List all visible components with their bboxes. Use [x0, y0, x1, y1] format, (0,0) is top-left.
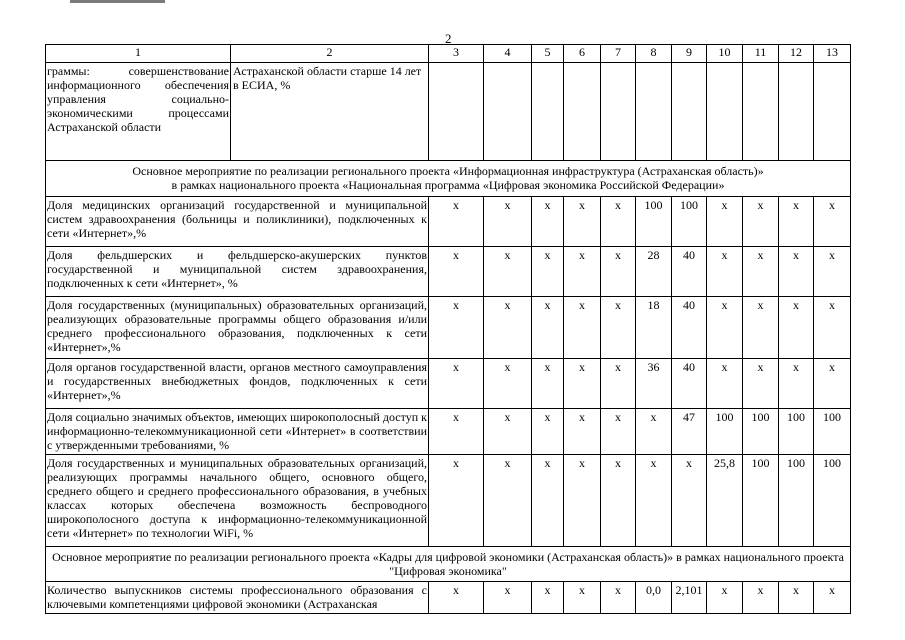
table-row [46, 197, 851, 247]
page-number: 2 [445, 31, 452, 46]
indicator-value: 100 [814, 455, 851, 547]
indicator-value: x [564, 582, 601, 614]
indicator-value: 100 [743, 409, 779, 455]
indicator-value: x [814, 197, 851, 247]
indicator-value: 36 [636, 359, 672, 409]
indicator-value: x [814, 247, 851, 297]
indicator-label: Доля органов государственной власти, органов местного самоуправления и государственных внебюджетных фондов, подключенных к сети «Интернет»,% [46, 359, 429, 409]
indicator-label: Доля государственных и муниципальных образовательных организаций, реализующих программы начального общего, основного общего, среднего общего и среднего профессионального образования, в учебных классах которых обеспечена возможность беспроводного широкополосного доступа к информационно-телекоммуникационной сети «Интернет» по технологии WiFi, % [46, 455, 429, 547]
table-row [46, 455, 851, 547]
cell-col2: Астраханской области старше 14 лет в ЕСИА, % [231, 63, 429, 161]
indicator-value: 100 [814, 409, 851, 455]
empty-cell [636, 63, 672, 161]
section-heading-line: Основное мероприятие по реализации регионального проекта «Информационная инфраструктура (Астраханская область)» [132, 164, 764, 178]
indicator-value: x [564, 409, 601, 455]
indicator-value: x [429, 359, 484, 409]
indicator-value: x [707, 359, 743, 409]
indicator-value: 100 [779, 455, 814, 547]
indicator-value: x [743, 582, 779, 614]
indicator-value: x [564, 455, 601, 547]
indicator-value: 25,8 [707, 455, 743, 547]
indicator-value: x [601, 455, 636, 547]
indicator-value: x [564, 247, 601, 297]
empty-cell [564, 63, 601, 161]
indicator-value: 100 [743, 455, 779, 547]
indicator-value: x [601, 197, 636, 247]
section-heading [46, 161, 851, 197]
indicator-value: x [743, 359, 779, 409]
indicator-value: x [564, 297, 601, 359]
column-header: 8 [636, 45, 672, 63]
indicator-value: 100 [636, 197, 672, 247]
empty-cell [779, 63, 814, 161]
indicator-value: x [484, 582, 532, 614]
indicator-value: x [814, 582, 851, 614]
column-header: 5 [532, 45, 564, 63]
scan-artifact-mark [70, 0, 165, 3]
indicator-value: 28 [636, 247, 672, 297]
indicator-value: x [484, 297, 532, 359]
table-row [46, 409, 851, 455]
table-row [46, 63, 851, 161]
table-row [46, 247, 851, 297]
indicator-value: x [532, 359, 564, 409]
indicator-value: x [484, 409, 532, 455]
indicator-value: x [532, 582, 564, 614]
empty-cell [814, 63, 851, 161]
indicator-value: x [484, 197, 532, 247]
indicator-value: x [484, 455, 532, 547]
indicator-value: x [707, 582, 743, 614]
indicator-label: Доля фельдшерских и фельдшерско-акушерских пунктов государственной и муниципальной систем здравоохранения, подключенных к сети «Интернет», % [46, 247, 429, 297]
indicator-value: 100 [672, 197, 707, 247]
indicator-value: x [779, 247, 814, 297]
section-row [46, 161, 851, 197]
indicator-value: x [429, 409, 484, 455]
header-row [46, 45, 851, 63]
indicator-value: x [814, 359, 851, 409]
indicator-value: x [601, 297, 636, 359]
empty-cell [429, 63, 484, 161]
indicator-label: Количество выпускников системы профессионального образования с ключевыми компетенциями цифровой экономики (Астраханская [46, 582, 429, 614]
indicator-value: x [532, 247, 564, 297]
section-row [46, 547, 851, 582]
section-heading-line: в рамках национального проекта «Национальная программа «Цифровая экономика Российской Федерации» [171, 178, 725, 192]
column-header: 4 [484, 45, 532, 63]
cell-col1: граммы: совершенствование информационного обеспечения управления социально-экономическими процессами Астраханской области [46, 63, 231, 161]
indicator-value: x [564, 197, 601, 247]
table-row [46, 297, 851, 359]
table-row [46, 359, 851, 409]
indicator-value: x [707, 297, 743, 359]
indicator-value: x [484, 359, 532, 409]
column-header: 1 [46, 45, 231, 63]
indicator-value: x [532, 197, 564, 247]
column-header: 10 [707, 45, 743, 63]
column-header: 7 [601, 45, 636, 63]
indicator-value: x [429, 297, 484, 359]
indicator-value: x [601, 247, 636, 297]
column-header: 12 [779, 45, 814, 63]
indicator-value: 2,101 [672, 582, 707, 614]
column-header: 11 [743, 45, 779, 63]
indicator-value: x [601, 409, 636, 455]
indicator-label: Доля медицинских организаций государственной и муниципальной систем здравоохранения (больницы и поликлиники), подключенных к сети «Интернет»,% [46, 197, 429, 247]
indicator-value: x [636, 409, 672, 455]
indicator-value: x [707, 247, 743, 297]
empty-cell [707, 63, 743, 161]
indicators-table [45, 44, 851, 614]
indicator-label: Доля государственных (муниципальных) образовательных организаций, реализующих образовательные программы общего образования и/или среднего профессионального образования, подключенных к сети «Интернет»,% [46, 297, 429, 359]
indicator-value: x [601, 359, 636, 409]
column-header: 3 [429, 45, 484, 63]
indicator-value: x [429, 582, 484, 614]
empty-cell [532, 63, 564, 161]
indicator-value: x [743, 247, 779, 297]
indicator-value: x [601, 582, 636, 614]
indicator-value: x [429, 455, 484, 547]
indicator-value: 40 [672, 359, 707, 409]
indicator-value: x [636, 455, 672, 547]
indicator-value: x [743, 297, 779, 359]
indicator-value: x [484, 247, 532, 297]
indicator-value: x [532, 297, 564, 359]
section-heading: Основное мероприятие по реализации регионального проекта «Кадры для цифровой экономики (Астраханская область)» в рамках национального проекта "Цифровая экономика" [46, 547, 851, 582]
indicator-value: x [707, 197, 743, 247]
indicator-value: x [779, 359, 814, 409]
empty-cell [601, 63, 636, 161]
indicator-value: x [532, 455, 564, 547]
indicator-value: x [779, 582, 814, 614]
indicator-value: 47 [672, 409, 707, 455]
indicator-value: x [564, 359, 601, 409]
column-header: 6 [564, 45, 601, 63]
column-header: 2 [231, 45, 429, 63]
indicator-value: 40 [672, 297, 707, 359]
indicator-value: 100 [707, 409, 743, 455]
indicator-value: 40 [672, 247, 707, 297]
indicator-value: x [672, 455, 707, 547]
column-header: 9 [672, 45, 707, 63]
indicator-value: 0,0 [636, 582, 672, 614]
indicator-value: x [429, 247, 484, 297]
indicator-value: x [779, 297, 814, 359]
indicator-label: Доля социально значимых объектов, имеющих широкополосный доступ к информационно-телекоммуникационной сети «Интернет» в соответствии с утвержденными требованиями, % [46, 409, 429, 455]
indicator-value: x [814, 297, 851, 359]
empty-cell [484, 63, 532, 161]
indicator-value: x [779, 197, 814, 247]
empty-cell [743, 63, 779, 161]
indicator-value: x [743, 197, 779, 247]
indicator-value: 100 [779, 409, 814, 455]
indicator-value: x [429, 197, 484, 247]
empty-cell [672, 63, 707, 161]
indicator-value: 18 [636, 297, 672, 359]
indicator-value: x [532, 409, 564, 455]
column-header: 13 [814, 45, 851, 63]
table-row [46, 582, 851, 614]
